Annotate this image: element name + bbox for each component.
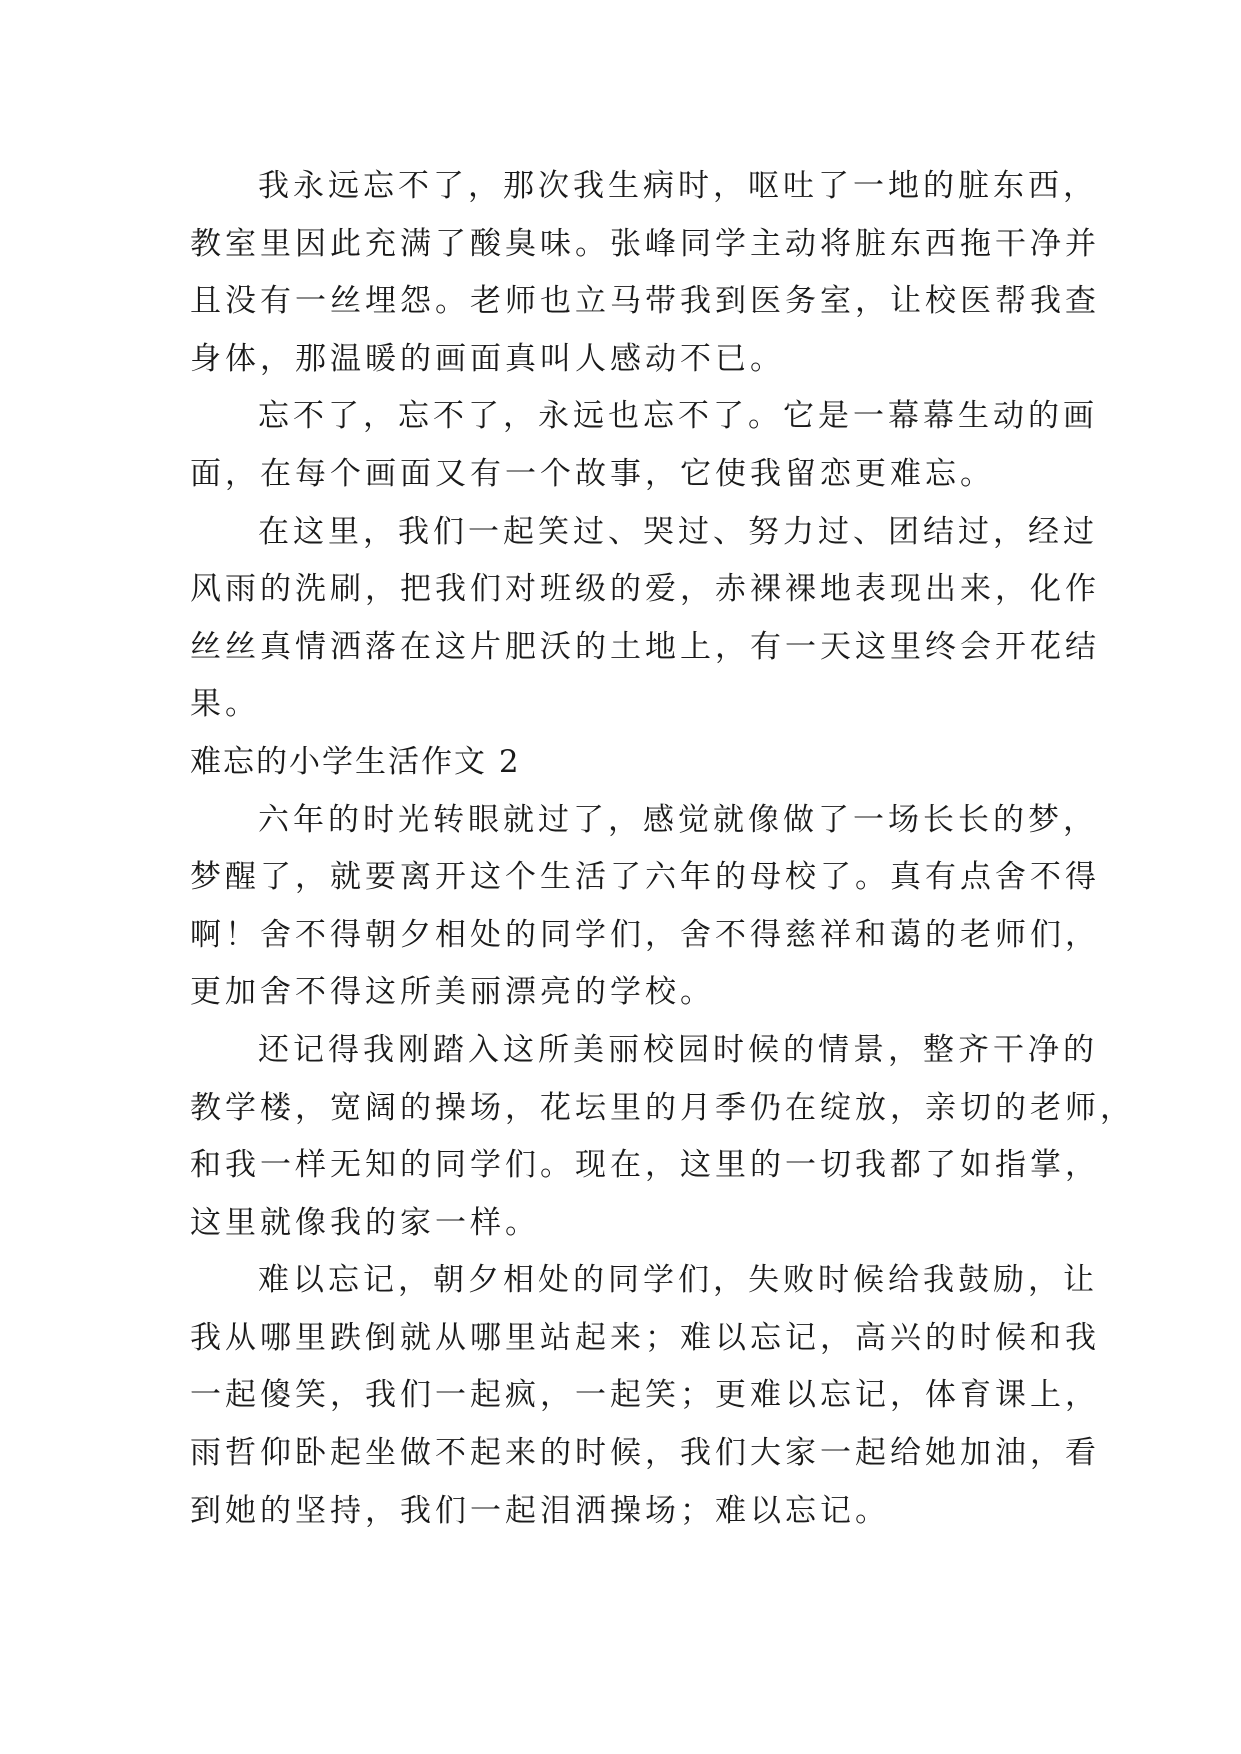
section-heading: 难忘的小学生活作文 2 xyxy=(190,743,521,780)
text-line: 丝丝真情洒落在这片肥沃的土地上，有一天这里终会开花结 xyxy=(190,628,1100,665)
text-line: 面，在每个画面又有一个故事，它使我留恋更难忘。 xyxy=(190,455,995,492)
text-line: 和我一样无知的同学们。现在，这里的一切我都了如指掌， xyxy=(190,1147,1100,1184)
text-line: 到她的坚持，我们一起泪洒操场；难以忘记。 xyxy=(190,1492,890,1529)
text-line: 且没有一丝埋怨。老师也立马带我到医务室，让校医帮我查 xyxy=(190,283,1100,320)
text-line: 我永远忘不了，那次我生病时，呕吐了一地的脏东西， xyxy=(258,168,1098,204)
text-line: 教室里因此充满了酸臭味。张峰同学主动将脏东西拖干净并 xyxy=(190,225,1100,262)
text-line: 教学楼，宽阔的操场，花坛里的月季仍在绽放，亲切的老师， xyxy=(190,1089,1135,1126)
text-line: 在这里，我们一起笑过、哭过、努力过、团结过，经过 xyxy=(258,513,1098,550)
text-line: 啊！舍不得朝夕相处的同学们，舍不得慈祥和蔼的老师们， xyxy=(190,916,1100,953)
text-line: 风雨的洗刷，把我们对班级的爱，赤裸裸地表现出来，化作 xyxy=(190,571,1100,608)
text-line: 难以忘记，朝夕相处的同学们，失败时候给我鼓励，让 xyxy=(258,1262,1098,1299)
text-line: 雨哲仰卧起坐做不起来的时候，我们大家一起给她加油，看 xyxy=(190,1435,1100,1472)
text-line: 还记得我刚踏入这所美丽校园时候的情景，整齐干净的 xyxy=(258,1031,1098,1068)
text-line: 忘不了，忘不了，永远也忘不了。它是一幕幕生动的画 xyxy=(258,398,1098,435)
text-line: 六年的时光转眼就过了，感觉就像做了一场长长的梦， xyxy=(258,801,1098,838)
text-line: 这里就像我的家一样。 xyxy=(190,1204,540,1241)
document-page xyxy=(190,158,1135,1540)
text-line: 更加舍不得这所美丽漂亮的学校。 xyxy=(190,974,715,1011)
text-line: 果。 xyxy=(190,686,260,723)
text-line: 一起傻笑，我们一起疯，一起笑；更难以忘记，体育课上， xyxy=(190,1377,1100,1414)
text-line: 我从哪里跌倒就从哪里站起来；难以忘记，高兴的时候和我 xyxy=(190,1319,1100,1356)
text-line: 梦醒了，就要离开这个生活了六年的母校了。真有点舍不得 xyxy=(190,859,1100,896)
text-line: 身体，那温暖的画面真叫人感动不已。 xyxy=(190,340,785,377)
